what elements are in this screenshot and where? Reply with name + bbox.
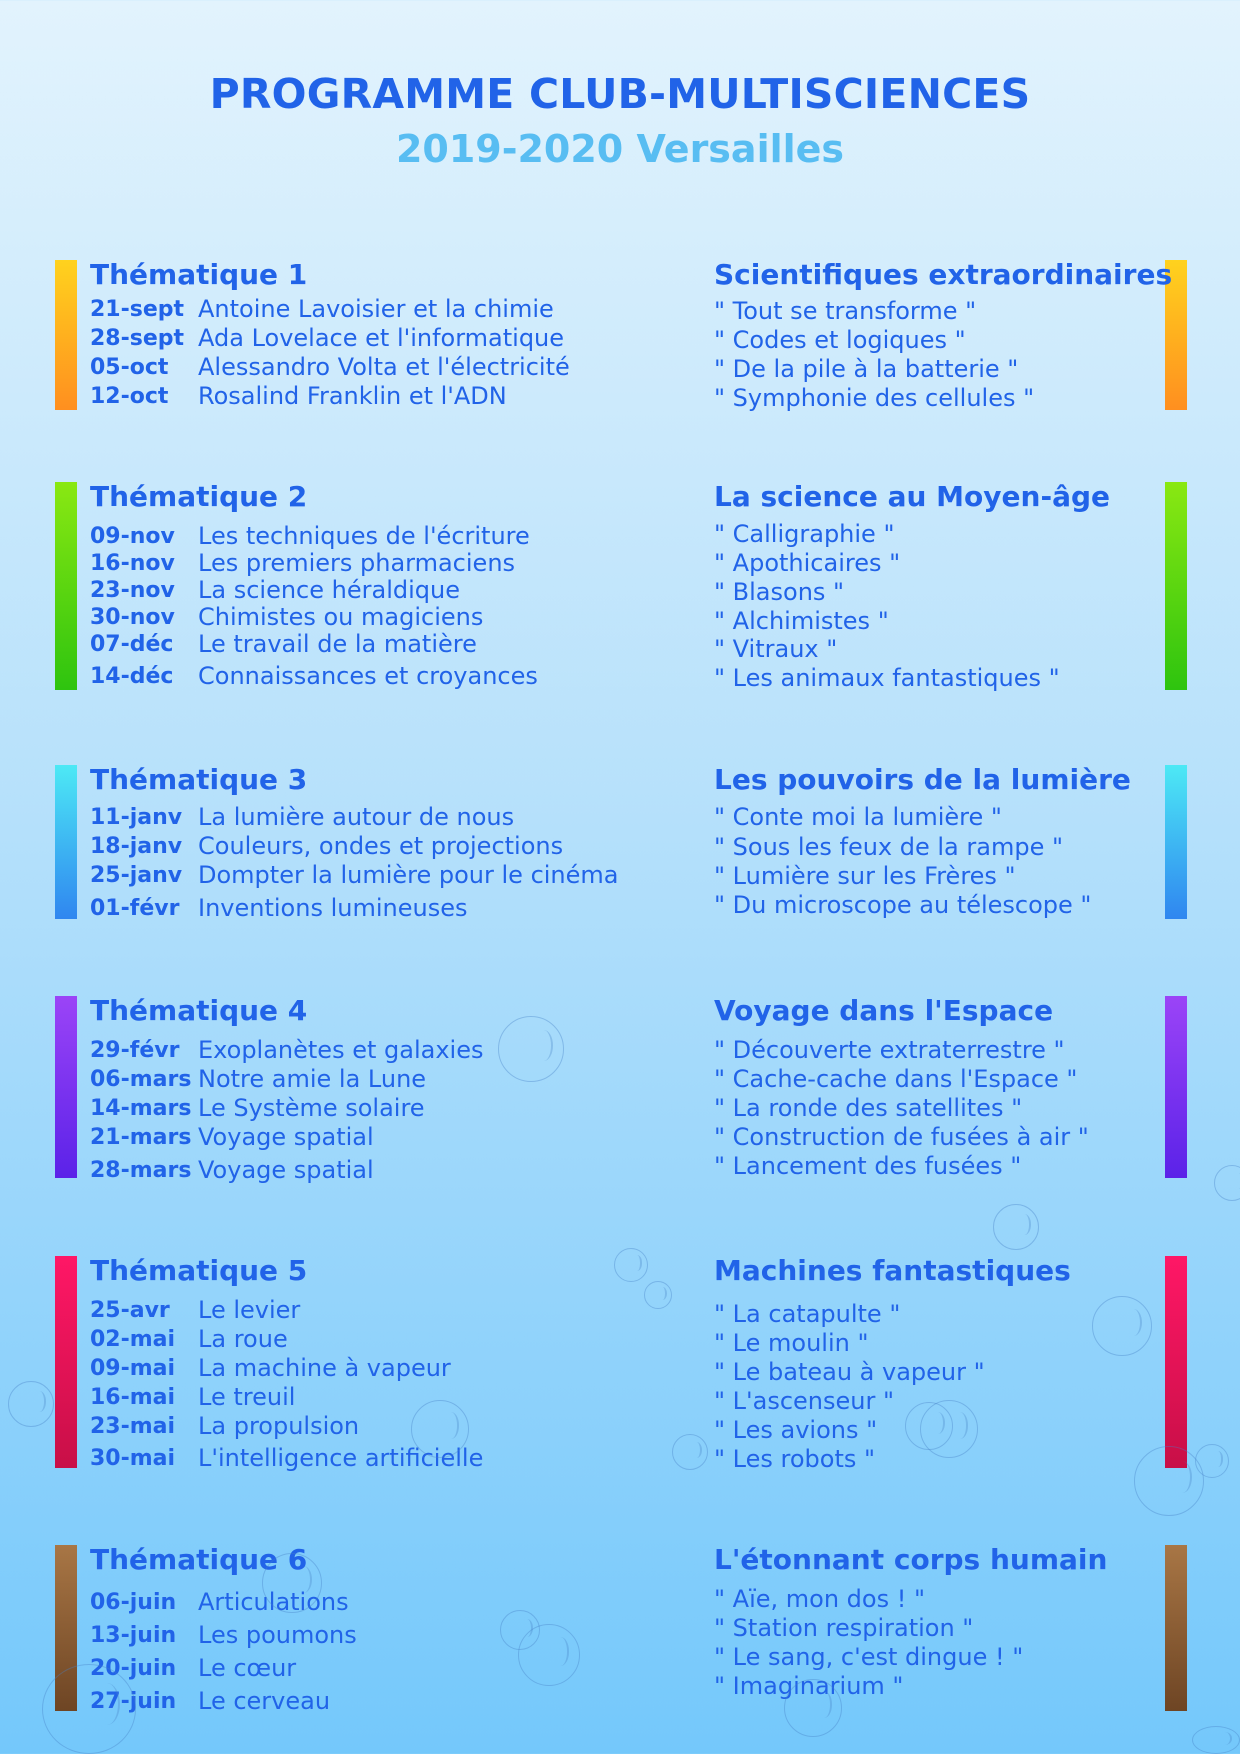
bubble-decoration xyxy=(262,1553,322,1613)
session-date: 16-mai xyxy=(90,1385,176,1410)
session-date: 21-mars xyxy=(90,1125,192,1150)
activity-item: " Du microscope au télescope " xyxy=(714,891,1092,919)
activity-item: " Alchimistes " xyxy=(714,607,889,635)
session-date: 30-mai xyxy=(90,1446,176,1471)
session-date: 09-nov xyxy=(90,524,175,549)
section-color-bar xyxy=(1165,482,1187,690)
bubble-decoration xyxy=(993,1204,1039,1250)
activity-item: " Calligraphie " xyxy=(714,520,895,548)
bubble-decoration xyxy=(518,1624,580,1686)
section-color-bar xyxy=(1165,1256,1187,1468)
section-label: Thématique 3 xyxy=(90,763,308,796)
section-theme: L'étonnant corps humain xyxy=(714,1543,1108,1576)
session-topic: Exoplanètes et galaxies xyxy=(198,1036,484,1064)
session-date: 25-janv xyxy=(90,863,183,888)
bubble-decoration xyxy=(1134,1446,1204,1516)
section-color-bar xyxy=(1165,765,1187,919)
session-topic: Dompter la lumière pour le cinéma xyxy=(198,861,619,889)
session-date: 06-mars xyxy=(90,1067,192,1092)
section-theme: La science au Moyen-âge xyxy=(714,480,1111,513)
session-topic: Le Système solaire xyxy=(198,1094,425,1122)
session-topic: La science héraldique xyxy=(198,576,460,604)
activity-item: " Lancement des fusées " xyxy=(714,1152,1022,1180)
activity-item: " Les robots " xyxy=(714,1445,876,1473)
activity-item: " Blasons " xyxy=(714,578,845,606)
session-topic: Notre amie la Lune xyxy=(198,1065,427,1093)
session-topic: La lumière autour de nous xyxy=(198,803,515,831)
activity-item: " Construction de fusées à air " xyxy=(714,1123,1089,1151)
bubble-decoration xyxy=(1195,1444,1229,1478)
session-date: 28-mars xyxy=(90,1158,192,1183)
section-label: Thématique 6 xyxy=(90,1543,308,1576)
section-color-bar xyxy=(1165,1545,1187,1711)
session-topic: La roue xyxy=(198,1325,288,1353)
activity-item: " Imaginarium " xyxy=(714,1672,904,1700)
session-topic: Rosalind Franklin et l'ADN xyxy=(198,382,507,410)
session-date: 18-janv xyxy=(90,834,183,859)
session-date: 16-nov xyxy=(90,551,175,576)
section-label: Thématique 2 xyxy=(90,480,308,513)
session-topic: Le travail de la matière xyxy=(198,630,477,658)
page-title: PROGRAMME CLUB-MULTISCIENCES xyxy=(209,70,1031,118)
section-label: Thématique 4 xyxy=(90,994,308,1027)
session-topic: Chimistes ou magiciens xyxy=(198,603,484,631)
bubble-decoration xyxy=(644,1281,672,1309)
section-theme: Les pouvoirs de la lumière xyxy=(714,763,1131,796)
section-color-bar xyxy=(55,260,77,410)
session-date: 23-mai xyxy=(90,1414,176,1439)
session-topic: Le treuil xyxy=(198,1383,296,1411)
session-date: 11-janv xyxy=(90,805,183,830)
session-topic: La propulsion xyxy=(198,1412,360,1440)
bubble-decoration xyxy=(784,1679,842,1737)
bubble-decoration xyxy=(672,1434,708,1470)
session-topic: Les poumons xyxy=(198,1621,357,1649)
activity-item: " La catapulte " xyxy=(714,1300,901,1328)
bubble-decoration xyxy=(920,1400,978,1458)
activity-item: " Codes et logiques " xyxy=(714,326,966,354)
bubble-decoration xyxy=(614,1248,648,1282)
session-date: 27-juin xyxy=(90,1689,177,1714)
bubble-decoration xyxy=(1214,1165,1240,1201)
session-date: 02-mai xyxy=(90,1327,176,1352)
section-color-bar xyxy=(1165,996,1187,1178)
session-topic: Les premiers pharmaciens xyxy=(198,549,516,577)
activity-item: " Conte moi la lumière " xyxy=(714,803,1002,831)
bubble-decoration xyxy=(411,1400,469,1458)
activity-item: " Les animaux fantastiques " xyxy=(714,664,1060,692)
activity-item: " Les avions " xyxy=(714,1416,878,1444)
bubble-decoration xyxy=(42,1664,136,1754)
session-date: 21-sept xyxy=(90,297,185,322)
activity-item: " Aïe, mon dos ! " xyxy=(714,1585,926,1613)
activity-item: " Symphonie des cellules " xyxy=(714,384,1035,412)
session-date: 09-mai xyxy=(90,1356,176,1381)
section-label: Thématique 5 xyxy=(90,1254,308,1287)
bubble-decoration xyxy=(1092,1296,1152,1356)
session-date: 06-juin xyxy=(90,1590,177,1615)
session-topic: Connaissances et croyances xyxy=(198,662,538,690)
activity-item: " Découverte extraterrestre " xyxy=(714,1036,1065,1064)
session-date: 05-oct xyxy=(90,355,169,380)
session-topic: Les techniques de l'écriture xyxy=(198,522,530,550)
section-color-bar xyxy=(55,1256,77,1468)
activity-item: " Apothicaires " xyxy=(714,549,901,577)
activity-item: " Sous les feux de la rampe " xyxy=(714,833,1064,861)
session-topic: Le levier xyxy=(198,1296,301,1324)
session-topic: Ada Lovelace et l'informatique xyxy=(198,324,565,352)
bubble-decoration xyxy=(498,1016,564,1082)
activity-item: " Vitraux " xyxy=(714,635,838,663)
section-color-bar xyxy=(55,482,77,690)
activity-item: " La ronde des satellites " xyxy=(714,1094,1023,1122)
session-date: 25-avr xyxy=(90,1298,170,1323)
session-topic: Couleurs, ondes et projections xyxy=(198,832,564,860)
section-theme: Machines fantastiques xyxy=(714,1254,1071,1287)
session-topic: Voyage spatial xyxy=(198,1156,374,1184)
session-date: 23-nov xyxy=(90,578,175,603)
session-date: 30-nov xyxy=(90,605,175,630)
session-date: 01-févr xyxy=(90,896,180,921)
session-date: 13-juin xyxy=(90,1623,177,1648)
session-topic: Voyage spatial xyxy=(198,1123,374,1151)
activity-item: " Tout se transforme " xyxy=(714,297,977,325)
session-date: 07-déc xyxy=(90,632,174,657)
section-theme: Voyage dans l'Espace xyxy=(714,994,1054,1027)
section-theme: Scientifiques extraordinaires xyxy=(714,258,1173,291)
page-subtitle: 2019-2020 Versailles xyxy=(395,127,845,171)
section-color-bar xyxy=(55,996,77,1178)
activity-item: " Le bateau à vapeur " xyxy=(714,1358,985,1386)
section-color-bar xyxy=(55,765,77,919)
session-topic: Articulations xyxy=(198,1588,349,1616)
page-header xyxy=(0,66,1240,176)
session-topic: L'intelligence artificielle xyxy=(198,1444,484,1472)
session-date: 12-oct xyxy=(90,384,169,409)
session-topic: Antoine Lavoisier et la chimie xyxy=(198,295,554,323)
session-date: 28-sept xyxy=(90,326,185,351)
session-topic: Le cerveau xyxy=(198,1687,331,1715)
session-topic: Alessandro Volta et l'électricité xyxy=(198,353,570,381)
activity-item: " Le moulin " xyxy=(714,1329,869,1357)
session-date: 14-mars xyxy=(90,1096,192,1121)
activity-item: " Le sang, c'est dingue ! " xyxy=(714,1643,1024,1671)
activity-item: " L'ascenseur " xyxy=(714,1387,895,1415)
session-topic: Inventions lumineuses xyxy=(198,894,468,922)
bubble-decoration xyxy=(1192,1726,1240,1754)
activity-item: " Station respiration " xyxy=(714,1614,974,1642)
session-date: 20-juin xyxy=(90,1656,177,1681)
activity-item: " Lumière sur les Frères " xyxy=(714,862,1016,890)
bubble-decoration xyxy=(8,1381,54,1427)
session-date: 14-déc xyxy=(90,664,174,689)
activity-item: " Cache-cache dans l'Espace " xyxy=(714,1065,1078,1093)
session-topic: Le cœur xyxy=(198,1654,297,1682)
section-label: Thématique 1 xyxy=(90,258,308,291)
session-topic: La machine à vapeur xyxy=(198,1354,451,1382)
activity-item: " De la pile à la batterie " xyxy=(714,355,1019,383)
session-date: 29-févr xyxy=(90,1038,180,1063)
